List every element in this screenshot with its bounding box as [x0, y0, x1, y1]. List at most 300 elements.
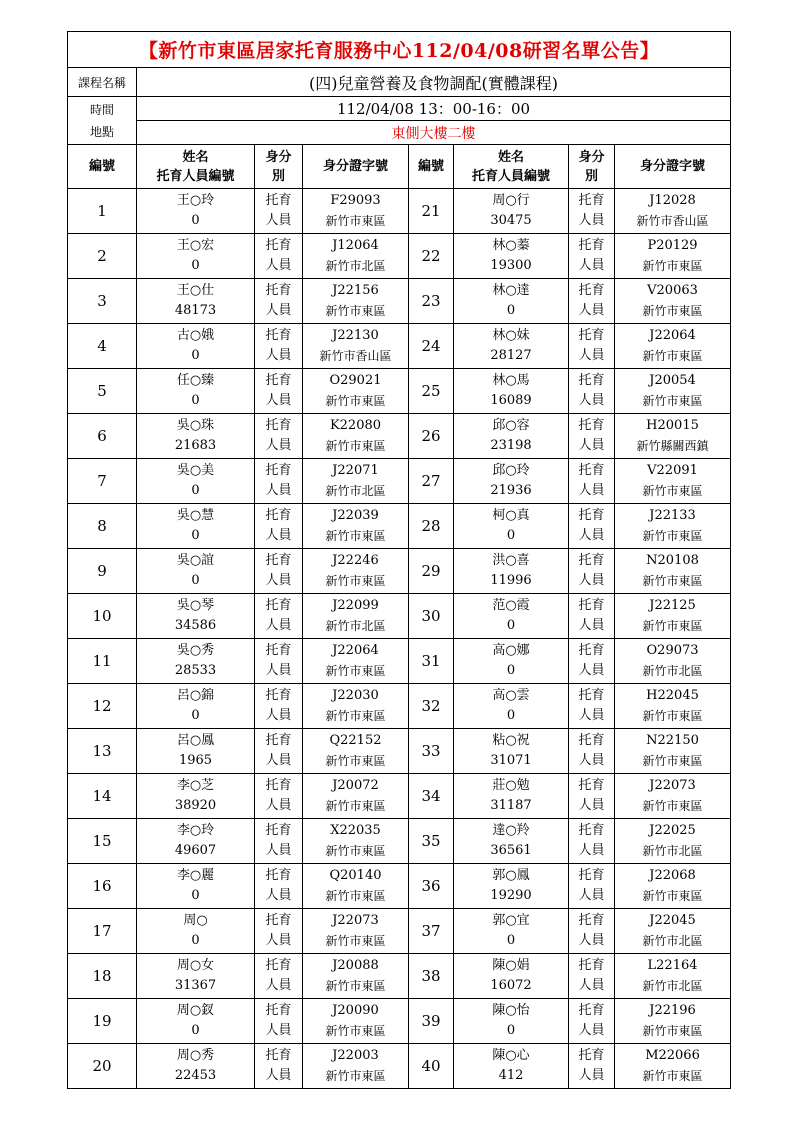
entry-name: 吳○秀: [176, 643, 215, 658]
entry-role-line2: 人員: [265, 483, 292, 498]
entry-role-line1: 托育: [578, 688, 605, 703]
entry-area: 新竹縣關西鎮: [636, 439, 709, 453]
entry-id-number: J22064: [649, 328, 696, 343]
entry-caregiver-code: 19290: [490, 888, 532, 903]
entry-role-line1: 托育: [265, 463, 292, 478]
entry-id-number: L22164: [647, 958, 698, 973]
entry-name: 達○羚: [492, 823, 530, 838]
entry-caregiver-code: 0: [191, 888, 200, 903]
entry-area: 新竹市東區: [642, 484, 703, 498]
entry-id-cell: [615, 549, 731, 594]
entry-role-line1: 托育: [265, 958, 292, 973]
entry-name: 陳○心: [492, 1048, 530, 1063]
entry-id-cell: [615, 684, 731, 729]
entry-number: 22: [409, 234, 454, 279]
header-name-line2: 托育人員編號: [471, 168, 550, 184]
table-row: [68, 234, 731, 279]
header-row: [68, 145, 731, 189]
entry-id-cell: [615, 819, 731, 864]
entry-role-cell: [255, 234, 303, 279]
entry-role-line2: 人員: [265, 663, 292, 678]
header-no: 編號: [68, 145, 137, 189]
entry-caregiver-code: 0: [191, 573, 200, 588]
entry-name-cell: [454, 684, 569, 729]
entry-number: 2: [68, 234, 137, 279]
entry-name-cell: [137, 549, 255, 594]
entry-name-cell: [454, 909, 569, 954]
entry-name-cell: [454, 1044, 569, 1089]
entry-role-cell: [569, 909, 615, 954]
entry-name-cell: [137, 909, 255, 954]
entry-role-cell: [569, 414, 615, 459]
table-row: [68, 594, 731, 639]
entry-name: 王○仕: [176, 283, 215, 298]
entry-number: 26: [409, 414, 454, 459]
entry-role-cell: [569, 189, 615, 234]
entry-area: 新竹市東區: [325, 529, 386, 543]
entry-role-cell: [569, 369, 615, 414]
entry-area: 新竹市東區: [642, 574, 703, 588]
entry-caregiver-code: 16089: [490, 393, 532, 408]
entry-role-line2: 人員: [578, 303, 605, 318]
entry-id-number: V22091: [647, 463, 698, 478]
entry-role-line1: 托育: [578, 508, 605, 523]
entry-name: 王○玲: [176, 193, 215, 208]
entry-name: 莊○勉: [492, 778, 530, 793]
entry-name-cell: [137, 594, 255, 639]
roster-table: [67, 31, 731, 1089]
entry-name-cell: [454, 504, 569, 549]
entry-role-line1: 托育: [265, 823, 292, 838]
entry-number: 9: [68, 549, 137, 594]
entry-role-line1: 托育: [578, 733, 605, 748]
entry-role-cell: [255, 549, 303, 594]
entry-role-cell: [255, 864, 303, 909]
entry-role-line2: 人員: [578, 888, 605, 903]
entry-role-cell: [569, 594, 615, 639]
entry-id-cell: [303, 909, 409, 954]
entry-role-line2: 人員: [578, 393, 605, 408]
entry-id-number: J22039: [332, 508, 379, 523]
entry-role-line1: 托育: [265, 553, 292, 568]
entry-name-cell: [454, 369, 569, 414]
entry-caregiver-code: 11996: [490, 573, 532, 588]
entry-name-cell: [454, 999, 569, 1044]
entry-role-line2: 人員: [265, 348, 292, 363]
header-no: 編號: [409, 145, 454, 189]
entry-caregiver-code: 28533: [174, 663, 217, 678]
entry-role-line2: 人員: [578, 978, 605, 993]
entry-name: 周○女: [176, 958, 215, 973]
entry-caregiver-code: 30475: [490, 213, 532, 228]
entry-role-line2: 人員: [265, 708, 292, 723]
entry-id-cell: [303, 639, 409, 684]
table-row: [68, 909, 731, 954]
entry-role-line2: 人員: [265, 888, 292, 903]
time-location-label: [68, 97, 137, 145]
entry-name-cell: [137, 864, 255, 909]
entry-name-cell: [137, 774, 255, 819]
entry-role-line1: 托育: [265, 643, 292, 658]
entry-area: 新竹市東區: [642, 394, 703, 408]
entry-caregiver-code: 21683: [174, 438, 217, 453]
entry-role-line1: 托育: [578, 643, 605, 658]
entry-id-cell: [303, 459, 409, 504]
table-row: [68, 414, 731, 459]
entry-id-cell: [303, 864, 409, 909]
header-role-line1: 身分: [265, 149, 292, 165]
entry-role-line2: 人員: [578, 663, 605, 678]
entry-role-cell: [255, 819, 303, 864]
entry-role-cell: [569, 504, 615, 549]
entry-name-cell: [454, 189, 569, 234]
entry-caregiver-code: 49607: [174, 843, 217, 858]
entry-caregiver-code: 23198: [490, 438, 532, 453]
entry-name-cell: [454, 954, 569, 999]
entry-name-cell: [137, 324, 255, 369]
entry-role-line2: 人員: [578, 843, 605, 858]
entry-id-cell: [303, 684, 409, 729]
entry-name: 周○: [183, 913, 208, 928]
entry-number: 3: [68, 279, 137, 324]
entry-id-number: J22025: [649, 823, 696, 838]
entry-area: 新竹市北區: [642, 934, 703, 948]
entry-id-cell: [303, 549, 409, 594]
entry-role-cell: [569, 639, 615, 684]
entry-caregiver-code: 0: [191, 483, 200, 498]
entry-caregiver-code: 36561: [490, 843, 532, 858]
entry-area: 新竹市東區: [325, 214, 386, 228]
entry-role-line2: 人員: [578, 348, 605, 363]
entry-id-cell: [615, 504, 731, 549]
entry-number: 17: [68, 909, 137, 954]
entry-id-number: J22003: [332, 1048, 379, 1063]
entry-id-number: X22035: [330, 823, 381, 838]
entry-id-number: J20088: [332, 958, 379, 973]
entry-role-cell: [569, 774, 615, 819]
entry-id-number: N20108: [646, 553, 699, 568]
entry-role-cell: [255, 594, 303, 639]
entry-number: 14: [68, 774, 137, 819]
entry-area: 新竹市東區: [325, 934, 386, 948]
entry-role-cell: [569, 684, 615, 729]
entry-role-line1: 托育: [578, 958, 605, 973]
entry-id-cell: [303, 324, 409, 369]
entry-role-cell: [569, 279, 615, 324]
entry-area: 新竹市北區: [642, 844, 703, 858]
entry-area: 新竹市東區: [642, 1024, 703, 1038]
entry-number: 32: [409, 684, 454, 729]
entry-name: 林○馬: [492, 373, 530, 388]
header-name-line2: 托育人員編號: [156, 168, 235, 184]
entry-caregiver-code: 31071: [490, 753, 532, 768]
entry-caregiver-code: 0: [506, 663, 516, 678]
entry-number: 21: [409, 189, 454, 234]
entry-role-line2: 人員: [578, 933, 605, 948]
entry-id-cell: [303, 819, 409, 864]
entry-id-number: J22064: [332, 643, 379, 658]
entry-id-number: J20072: [332, 778, 379, 793]
entry-name: 吳○珠: [176, 418, 215, 433]
entry-number: 36: [409, 864, 454, 909]
entry-area: 新竹市北區: [325, 484, 386, 498]
entry-area: 新竹市東區: [642, 259, 703, 273]
entry-id-cell: [615, 459, 731, 504]
entry-name: 呂○錦: [176, 688, 215, 703]
entry-role-cell: [255, 639, 303, 684]
course-label: 課程名稱: [68, 68, 137, 97]
entry-name: 吳○美: [176, 463, 215, 478]
entry-caregiver-code: 34586: [174, 618, 217, 633]
entry-area: 新竹市東區: [325, 709, 386, 723]
header-role: [255, 145, 303, 189]
entry-area: 新竹市北區: [642, 664, 703, 678]
entry-role-cell: [255, 1044, 303, 1089]
entry-name: 吳○慧: [176, 508, 215, 523]
header-name-line1: 姓名: [182, 149, 209, 165]
entry-id-number: J22099: [332, 598, 379, 613]
entry-role-line1: 托育: [265, 733, 292, 748]
table-row: [68, 324, 731, 369]
entry-role-cell: [569, 459, 615, 504]
location-label: 地點: [89, 124, 114, 139]
entry-role-cell: [569, 549, 615, 594]
entry-id-cell: [303, 369, 409, 414]
entry-name: 邱○玲: [492, 463, 530, 478]
entry-role-cell: [569, 234, 615, 279]
entry-id-number: J22045: [649, 913, 696, 928]
entry-name: 高○雲: [492, 688, 530, 703]
entry-area: 新竹市東區: [325, 754, 386, 768]
table-row: [68, 864, 731, 909]
entry-area: 新竹市東區: [642, 1069, 703, 1083]
entry-id-number: Q22152: [329, 733, 382, 748]
entry-role-line1: 托育: [578, 238, 605, 253]
entry-id-cell: [615, 729, 731, 774]
entry-role-line1: 托育: [265, 1048, 292, 1063]
entry-role-line2: 人員: [265, 978, 292, 993]
entry-name: 李○芝: [176, 778, 215, 793]
entry-id-number: H22045: [646, 688, 699, 703]
entry-role-cell: [255, 324, 303, 369]
entry-role-line1: 托育: [265, 1003, 292, 1018]
entry-id-cell: [615, 774, 731, 819]
entry-name-cell: [454, 414, 569, 459]
entry-name-cell: [137, 414, 255, 459]
entry-role-line1: 托育: [578, 463, 605, 478]
table-row: [68, 369, 731, 414]
entry-area: 新竹市東區: [325, 439, 386, 453]
entry-name-cell: [137, 819, 255, 864]
entry-name-cell: [454, 549, 569, 594]
entry-area: 新竹市東區: [642, 754, 703, 768]
entry-role-line1: 托育: [578, 193, 605, 208]
entry-role-cell: [569, 864, 615, 909]
entry-id-number: H20015: [646, 418, 699, 433]
entry-name: 王○宏: [176, 238, 215, 253]
entry-role-line2: 人員: [265, 843, 292, 858]
entry-role-line2: 人員: [578, 483, 605, 498]
entry-role-line1: 托育: [578, 778, 605, 793]
entry-id-cell: [303, 954, 409, 999]
entry-area: 新竹市東區: [325, 799, 386, 813]
header-role: [569, 145, 615, 189]
table-row: [68, 954, 731, 999]
entry-name-cell: [454, 324, 569, 369]
entry-area: 新竹市香山區: [319, 349, 392, 363]
entry-role-line2: 人員: [578, 753, 605, 768]
entry-role-line1: 托育: [265, 418, 292, 433]
entry-role-line1: 托育: [265, 778, 292, 793]
entry-role-line2: 人員: [265, 528, 292, 543]
entry-area: 新竹市東區: [642, 709, 703, 723]
entry-id-number: J22071: [332, 463, 379, 478]
entry-id-cell: [615, 414, 731, 459]
entry-role-line1: 托育: [578, 1003, 605, 1018]
entry-role-line1: 托育: [265, 328, 292, 343]
table-row: [68, 279, 731, 324]
entry-area: 新竹市東區: [642, 799, 703, 813]
entry-number: 10: [68, 594, 137, 639]
entry-caregiver-code: 19300: [490, 258, 532, 273]
entry-caregiver-code: 0: [191, 258, 200, 273]
entry-id-number: N22150: [646, 733, 699, 748]
entry-name: 陳○怡: [492, 1003, 530, 1018]
entry-name-cell: [137, 1044, 255, 1089]
table-row: [68, 504, 731, 549]
entry-caregiver-code: 0: [191, 1023, 200, 1038]
entry-name: 粘○祝: [492, 733, 530, 748]
entry-name-cell: [454, 639, 569, 684]
entry-id-number: M22066: [645, 1048, 700, 1063]
entry-number: 23: [409, 279, 454, 324]
table-row: [68, 819, 731, 864]
entry-id-number: J22073: [332, 913, 379, 928]
entry-name-cell: [454, 594, 569, 639]
entry-id-number: O29021: [329, 373, 382, 388]
entry-area: 新竹市北區: [325, 619, 386, 633]
entry-name-cell: [137, 954, 255, 999]
entry-caregiver-code: 0: [191, 933, 200, 948]
entry-id-cell: [303, 189, 409, 234]
entry-number: 8: [68, 504, 137, 549]
entry-id-number: Q20140: [329, 868, 382, 883]
header-name: [137, 145, 255, 189]
entry-id-cell: [303, 279, 409, 324]
entry-role-line2: 人員: [265, 753, 292, 768]
entry-name: 陳○娟: [492, 958, 530, 973]
entry-id-cell: [615, 1044, 731, 1089]
entry-name: 郭○宜: [492, 913, 530, 928]
entry-role-line2: 人員: [265, 1068, 292, 1083]
table-row: [68, 774, 731, 819]
entry-role-cell: [569, 729, 615, 774]
entry-role-line1: 托育: [578, 598, 605, 613]
entry-id-number: J22068: [649, 868, 696, 883]
header-role-line2: 別: [271, 168, 285, 184]
entry-role-line2: 人員: [265, 1023, 292, 1038]
header-name-line1: 姓名: [497, 149, 524, 165]
page-title: 【新竹市東區居家托育服務中心112/04/08研習名單公告】: [68, 32, 731, 68]
entry-role-line2: 人員: [265, 618, 292, 633]
entry-caregiver-code: 0: [191, 213, 200, 228]
entry-number: 1: [68, 189, 137, 234]
entry-role-line2: 人員: [578, 618, 605, 633]
table-row: [68, 549, 731, 594]
entry-role-line1: 托育: [265, 508, 292, 523]
entry-caregiver-code: 0: [506, 1023, 516, 1038]
entry-role-line2: 人員: [265, 573, 292, 588]
entry-name: 邱○容: [492, 418, 530, 433]
entry-role-cell: [255, 774, 303, 819]
entry-name-cell: [454, 234, 569, 279]
entry-name: 郭○鳳: [492, 868, 530, 883]
entry-area: 新竹市北區: [325, 259, 386, 273]
entry-id-number: P20129: [647, 238, 698, 253]
entry-caregiver-code: 21936: [490, 483, 532, 498]
entry-role-line1: 托育: [265, 373, 292, 388]
entry-id-cell: [615, 639, 731, 684]
entry-id-number: J22156: [332, 283, 379, 298]
entry-role-cell: [255, 189, 303, 234]
entry-role-cell: [569, 324, 615, 369]
entry-name: 周○秀: [176, 1048, 215, 1063]
entry-area: 新竹市東區: [325, 1069, 386, 1083]
entry-role-line2: 人員: [265, 933, 292, 948]
table-row: [68, 999, 731, 1044]
entry-name: 任○臻: [176, 373, 215, 388]
entry-name-cell: [454, 729, 569, 774]
entry-id-number: V20063: [647, 283, 698, 298]
entry-area: 新竹市東區: [642, 529, 703, 543]
entry-number: 16: [68, 864, 137, 909]
time-value: 112/04/08 13：00-16：00: [137, 97, 731, 121]
entry-id-cell: [615, 324, 731, 369]
entry-role-line2: 人員: [578, 798, 605, 813]
entry-name: 古○娥: [176, 328, 215, 343]
entry-role-line1: 托育: [578, 418, 605, 433]
entry-caregiver-code: 0: [506, 528, 516, 543]
entry-id-cell: [615, 864, 731, 909]
entry-number: 11: [68, 639, 137, 684]
entry-id-number: J20054: [649, 373, 696, 388]
entry-id-number: O29073: [646, 643, 699, 658]
entry-id-number: J22246: [332, 553, 379, 568]
entry-number: 18: [68, 954, 137, 999]
entry-name: 吳○誼: [176, 553, 215, 568]
entry-id-cell: [615, 999, 731, 1044]
entry-caregiver-code: 31187: [490, 798, 532, 813]
entry-number: 7: [68, 459, 137, 504]
entry-id-number: F29093: [330, 193, 381, 208]
entry-role-line1: 托育: [578, 373, 605, 388]
entry-number: 29: [409, 549, 454, 594]
entry-role-line1: 托育: [265, 913, 292, 928]
entry-name-cell: [454, 279, 569, 324]
entry-role-line1: 托育: [265, 868, 292, 883]
entry-caregiver-code: 16072: [490, 978, 532, 993]
table-row: [68, 639, 731, 684]
entry-role-line2: 人員: [578, 573, 605, 588]
entry-role-cell: [569, 999, 615, 1044]
entry-number: 35: [409, 819, 454, 864]
table-row: [68, 1044, 731, 1089]
entry-name-cell: [137, 279, 255, 324]
entry-name: 李○玲: [176, 823, 215, 838]
entry-caregiver-code: 0: [191, 528, 200, 543]
entry-id-cell: [303, 1044, 409, 1089]
entry-id-number: J22125: [649, 598, 696, 613]
